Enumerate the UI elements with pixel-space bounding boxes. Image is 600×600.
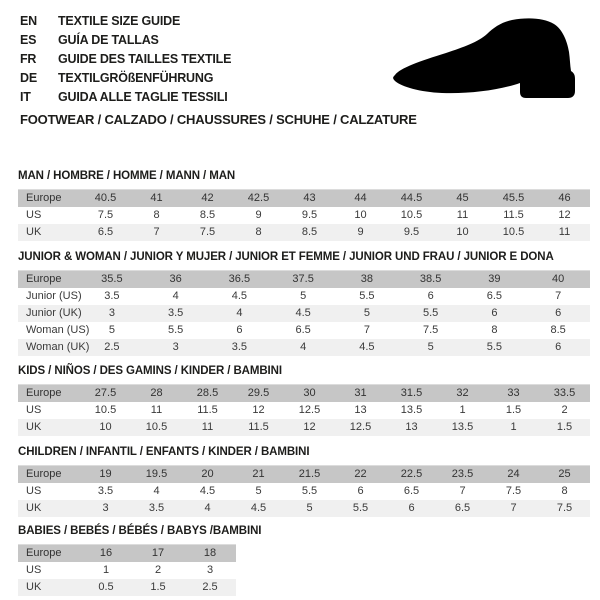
table-row [18, 224, 590, 241]
size-cell: 42 [201, 192, 214, 204]
table-row [18, 207, 590, 224]
shoe-icon [388, 12, 588, 105]
size-cell: 10 [99, 421, 112, 433]
size-cell: 3.5 [148, 502, 165, 514]
size-cell: 12 [252, 404, 265, 416]
size-cell: 8 [561, 485, 568, 497]
size-cell: 7 [153, 226, 160, 238]
size-cell: 2.5 [202, 581, 218, 593]
size-cell: 41 [150, 192, 163, 204]
size-cell: 6 [555, 307, 562, 319]
shoe-icon-path [393, 18, 575, 98]
size-cell: 1 [459, 404, 466, 416]
size-cell: 39 [488, 273, 501, 285]
table-row [18, 271, 590, 288]
size-cell: 8 [491, 324, 498, 336]
size-section [18, 170, 590, 241]
size-cell: 36 [169, 273, 182, 285]
size-cell: 45 [456, 192, 469, 204]
row-label: US [26, 404, 42, 416]
size-cell: 8 [153, 209, 160, 221]
size-cell: 9.5 [403, 226, 420, 238]
size-cell: 5 [363, 307, 370, 319]
language-row [20, 50, 231, 69]
size-cell: 3.5 [97, 485, 114, 497]
size-cell: 42.5 [247, 192, 270, 204]
size-cell: 5.5 [486, 341, 503, 353]
size-cell: 5 [108, 324, 115, 336]
size-cell: 8.5 [199, 209, 216, 221]
size-cell: 3 [172, 341, 179, 353]
row-label: Junior (UK) [26, 307, 82, 319]
size-cell: 1.5 [556, 421, 573, 433]
language-row [20, 31, 231, 50]
size-cell: 7 [363, 324, 370, 336]
language-label: TEXTILE SIZE GUIDE [58, 14, 181, 28]
size-cell: 4.5 [231, 290, 248, 302]
size-cell: 6 [427, 290, 434, 302]
size-section [18, 525, 261, 596]
size-cell: 12 [558, 209, 571, 221]
size-cell: 4 [204, 502, 211, 514]
size-cell: 7.5 [97, 209, 114, 221]
size-cell: 5.5 [422, 307, 439, 319]
size-cell: 5.5 [301, 485, 318, 497]
size-cell: 21.5 [298, 468, 321, 480]
size-cell: 3.5 [167, 307, 184, 319]
size-cell: 13.5 [400, 404, 423, 416]
size-cell: 3 [102, 502, 109, 514]
size-cell: 45.5 [502, 192, 525, 204]
row-label: Europe [26, 273, 62, 285]
size-cell: 43 [303, 192, 316, 204]
size-cell: 1.5 [150, 581, 166, 593]
row-label: US [26, 209, 42, 221]
size-cell: 7 [510, 502, 517, 514]
section-title: MAN / HOMBRE / HOMME / MANN / MAN [18, 170, 236, 182]
size-cell: 22.5 [400, 468, 423, 480]
size-cell: 6 [408, 502, 415, 514]
language-row [20, 12, 231, 31]
size-cell: 6 [236, 324, 243, 336]
size-cell: 40.5 [94, 192, 117, 204]
size-cell: 19 [99, 468, 112, 480]
table-row [18, 419, 590, 436]
row-label: UK [26, 581, 42, 593]
section-title: KIDS / NIÑOS / DES GAMINS / KINDER / BAMBINI [18, 365, 282, 377]
size-cell: 10.5 [145, 421, 168, 433]
size-cell: 22 [354, 468, 367, 480]
size-table [18, 465, 590, 517]
size-cell: 12 [303, 421, 316, 433]
size-cell: 8.5 [301, 226, 318, 238]
size-cell: 7 [459, 485, 466, 497]
size-cell: 13 [354, 404, 367, 416]
size-cell: 10.5 [94, 404, 117, 416]
size-table [18, 384, 590, 436]
row-label: US [26, 564, 42, 576]
row-label: UK [26, 226, 42, 238]
table-row [18, 545, 236, 562]
size-cell: 11.5 [248, 421, 269, 433]
table-row [18, 305, 590, 322]
table-row [18, 190, 590, 207]
size-cell: 36.5 [228, 273, 251, 285]
size-cell: 35.5 [101, 273, 123, 285]
row-label: US [26, 485, 42, 497]
size-cell: 44 [354, 192, 367, 204]
size-cell: 16 [99, 547, 113, 559]
table-row [18, 466, 590, 483]
section-title: BABIES / BEBÉS / BÉBÉS / BABYS /BAMBINI [18, 525, 262, 537]
size-cell: 21 [252, 468, 265, 480]
size-cell: 6 [491, 307, 498, 319]
table-row [18, 339, 590, 356]
size-cell: 11.5 [197, 404, 218, 416]
row-label: Woman (UK) [26, 341, 90, 353]
size-cell: 6.5 [295, 324, 311, 336]
row-label: Europe [26, 387, 62, 399]
size-cell: 33.5 [553, 387, 576, 399]
size-cell: 38 [360, 273, 373, 285]
size-cell: 9 [255, 209, 262, 221]
table-row [18, 500, 590, 517]
size-cell: 25 [558, 468, 571, 480]
size-cell: 3.5 [231, 341, 248, 353]
size-cell: 1.5 [505, 404, 522, 416]
size-cell: 1 [510, 421, 517, 433]
size-section [18, 446, 590, 517]
size-cell: 6.5 [486, 290, 503, 302]
size-cell: 24 [507, 468, 520, 480]
size-cell: 17 [151, 547, 165, 559]
size-cell: 8.5 [550, 324, 566, 336]
size-cell: 11 [456, 209, 469, 221]
size-cell: 46 [558, 192, 571, 204]
language-list [20, 12, 231, 107]
size-cell: 5 [306, 502, 313, 514]
size-cell: 6 [357, 485, 364, 497]
size-cell: 12.5 [298, 404, 321, 416]
size-cell: 4 [172, 290, 179, 302]
row-label: Woman (US) [26, 324, 90, 336]
size-cell: 32 [456, 387, 469, 399]
size-cell: 7.5 [556, 502, 573, 514]
size-cell: 11 [201, 421, 214, 433]
size-cell: 30 [303, 387, 316, 399]
size-cell: 10.5 [502, 226, 525, 238]
size-cell: 5.5 [352, 502, 369, 514]
row-label: Europe [26, 192, 62, 204]
size-cell: 12.5 [349, 421, 372, 433]
size-cell: 5.5 [359, 290, 375, 302]
size-cell: 5 [427, 341, 434, 353]
size-cell: 2.5 [104, 341, 120, 353]
size-cell: 33 [507, 387, 520, 399]
size-section [18, 251, 590, 356]
size-cell: 19.5 [145, 468, 168, 480]
size-section [18, 365, 590, 436]
section-title: JUNIOR & WOMAN / JUNIOR Y MUJER / JUNIOR ET FEMME / JUNIOR UND FRAU / JUNIOR E DONA [18, 251, 554, 263]
size-cell: 7.5 [199, 226, 216, 238]
size-cell: 29.5 [247, 387, 270, 399]
language-code: ES [20, 33, 37, 47]
size-cell: 18 [203, 547, 217, 559]
row-label: UK [26, 502, 42, 514]
language-label: GUÍA DE TALLAS [58, 33, 159, 47]
size-cell: 10.5 [400, 209, 423, 221]
size-cell: 31.5 [400, 387, 423, 399]
size-cell: 9 [357, 226, 364, 238]
size-cell: 8 [255, 226, 262, 238]
size-cell: 4 [153, 485, 160, 497]
size-cell: 11 [150, 404, 163, 416]
size-cell: 11 [558, 226, 571, 238]
language-code: EN [20, 14, 37, 28]
size-cell: 6.5 [97, 226, 114, 238]
size-cell: 4 [300, 341, 307, 353]
size-cell: 5.5 [167, 324, 184, 336]
size-cell: 5 [255, 485, 262, 497]
size-cell: 3 [206, 564, 214, 576]
size-cell: 0.5 [98, 581, 114, 593]
size-cell: 5 [300, 290, 307, 302]
size-cell: 40 [552, 273, 565, 285]
language-code: DE [20, 71, 37, 85]
size-cell: 28 [150, 387, 163, 399]
size-cell: 11.5 [503, 209, 524, 221]
size-cell: 44.5 [400, 192, 423, 204]
size-cell: 7 [555, 290, 562, 302]
table-row [18, 288, 590, 305]
size-cell: 38.5 [419, 273, 442, 285]
size-cell: 20 [201, 468, 214, 480]
language-code: FR [20, 52, 37, 66]
row-label: Europe [26, 468, 62, 480]
language-label: TEXTILGRÖßENFÜHRUNG [58, 71, 214, 85]
table-row [18, 402, 590, 419]
size-table [18, 544, 236, 596]
size-cell: 13.5 [451, 421, 474, 433]
language-row [20, 69, 231, 88]
language-label: GUIDA ALLE TAGLIE TESSILI [58, 90, 228, 104]
language-row [20, 88, 231, 107]
table-row [18, 385, 590, 402]
row-label: Junior (US) [26, 290, 82, 302]
table-row [18, 579, 236, 596]
size-cell: 6.5 [403, 485, 420, 497]
size-cell: 37.5 [292, 273, 314, 285]
size-cell: 10 [456, 226, 469, 238]
size-cell: 31 [354, 387, 367, 399]
language-code: IT [20, 90, 31, 104]
size-table [18, 270, 590, 356]
size-cell: 6 [555, 341, 562, 353]
language-label: GUIDE DES TAILLES TEXTILE [58, 52, 232, 66]
size-table [18, 189, 590, 241]
size-cell: 28.5 [196, 387, 219, 399]
row-label: Europe [26, 547, 62, 559]
size-cell: 7.5 [422, 324, 439, 336]
size-cell: 3 [108, 307, 115, 319]
table-row [18, 322, 590, 339]
size-cell: 4.5 [295, 307, 311, 319]
size-cell: 2 [561, 404, 568, 416]
size-cell: 4 [236, 307, 243, 319]
size-cell: 4.5 [359, 341, 375, 353]
row-label: UK [26, 421, 42, 433]
size-cell: 6.5 [454, 502, 471, 514]
category-title: FOOTWEAR / CALZADO / CHAUSSURES / SCHUHE / CALZATURE [20, 112, 417, 127]
size-cell: 4.5 [250, 502, 267, 514]
size-cell: 3.5 [104, 290, 120, 302]
table-row [18, 562, 236, 579]
size-cell: 13 [405, 421, 418, 433]
section-title: CHILDREN / INFANTIL / ENFANTS / KINDER / BAMBINI [18, 446, 310, 458]
size-cell: 27.5 [94, 387, 117, 399]
size-cell: 10 [354, 209, 367, 221]
table-row [18, 483, 590, 500]
size-cell: 1 [102, 564, 110, 576]
size-cell: 4.5 [199, 485, 216, 497]
size-cell: 7.5 [505, 485, 522, 497]
size-cell: 9.5 [301, 209, 318, 221]
size-cell: 23.5 [451, 468, 474, 480]
size-cell: 2 [154, 564, 162, 576]
